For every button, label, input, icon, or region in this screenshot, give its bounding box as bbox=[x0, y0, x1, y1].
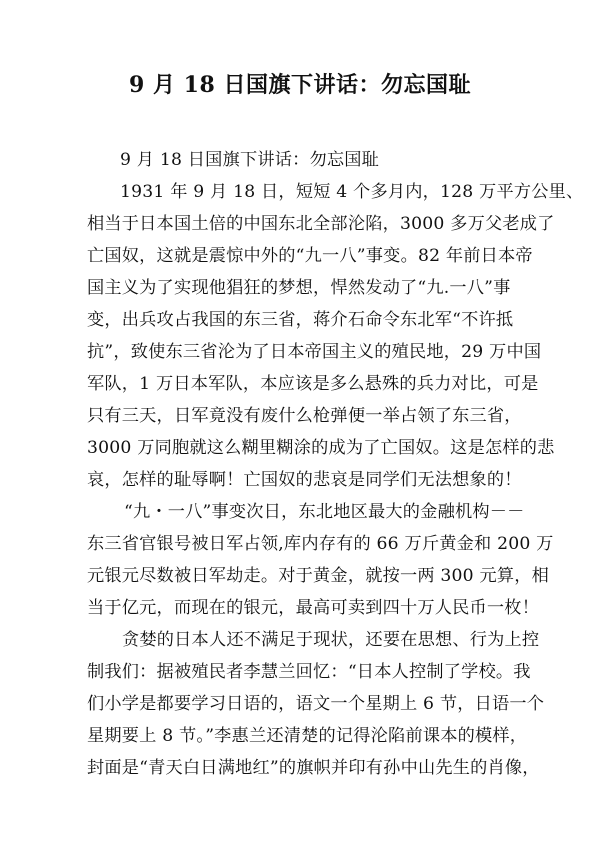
paragraph-line: 星期要上 8 节。”李惠兰还清楚的记得沦陷前课本的模样， bbox=[87, 726, 528, 746]
paragraph-line: 元银元尽数被日军劫走。对于黄金，就按一两 300 元算，相 bbox=[87, 566, 550, 586]
subtitle-line: 9 月 18 日国旗下讲话：勿忘国耻 bbox=[120, 150, 380, 170]
paragraph-line: 相当于日本国土倍的中国东北全部沦陷，3000 多万父老成了 bbox=[87, 214, 555, 234]
paragraph-line: 抗”，致使东三省沦为了日本帝国主义的殖民地，29 万中国 bbox=[87, 342, 542, 362]
paragraph-line: “九・一八”事变次日，东北地区最大的金融机构－－ bbox=[124, 502, 525, 522]
paragraph-line: 3000 万同胞就这么糊里糊涂的成为了亡国奴。这是怎样的悲 bbox=[87, 438, 555, 458]
paragraph-line: 封面是“青天白日满地红”的旗帜并印有孙中山先生的肖像， bbox=[87, 758, 540, 778]
paragraph-line: 制我们：据被殖民者李慧兰回忆：“日本人控制了学校。我 bbox=[87, 662, 531, 682]
paragraph-line: 变，出兵攻占我国的东三省，蒋介石命令东北军“不许抵 bbox=[87, 310, 514, 330]
paragraph-line: 贪婪的日本人还不满足于现状，还要在思想、行为上控 bbox=[122, 630, 540, 650]
paragraph-line: 军队，1 万日本军队，本应该是多么悬殊的兵力对比，可是 bbox=[87, 374, 539, 394]
paragraph-line: 东三省官银号被日军占领,库内存有的 66 万斤黄金和 200 万 bbox=[87, 534, 554, 554]
document-title: 9 月 18 日国旗下讲话：勿忘国耻 bbox=[129, 72, 471, 98]
paragraph-line: 只有三天，日军竟没有废什么枪弹便一举占领了东三省， bbox=[87, 406, 522, 426]
paragraph-line: 当于亿元，而现在的银元，最高可卖到四十万人民币一枚！ bbox=[87, 598, 540, 618]
paragraph-line: 1931 年 9 月 18 日，短短 4 个多月内，128 万平方公里、 bbox=[120, 182, 584, 202]
paragraph-line: 国主义为了实现他猖狂的梦想，悍然发动了“九.一八”事 bbox=[87, 278, 511, 298]
paragraph-line: 哀，怎样的耻辱啊！亡国奴的悲哀是同学们无法想象的！ bbox=[87, 470, 522, 490]
paragraph-line: 们小学是都要学习日语的，语文一个星期上 6 节，日语一个 bbox=[87, 694, 545, 714]
paragraph-line: 亡国奴，这就是震惊中外的“九一八”事变。82 年前日本帝 bbox=[87, 246, 533, 266]
